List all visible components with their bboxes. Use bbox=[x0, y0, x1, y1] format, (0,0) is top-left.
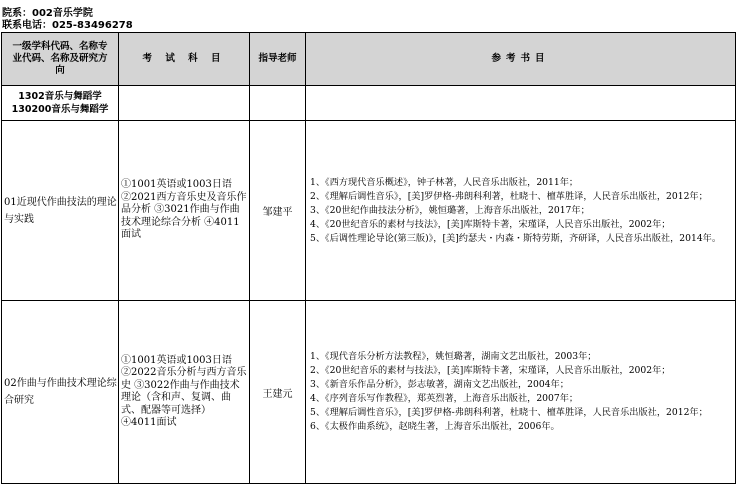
major-cell bbox=[2, 86, 119, 121]
reference-item: 2、《20世纪音乐的素材与技法》，[美]库斯特卡著，宋瑾译，人民音乐出版社，2002年； bbox=[310, 365, 671, 376]
column-header-direction: 一级学科代码、名称专业代码、名称及研究方向 bbox=[2, 33, 119, 86]
reference-item: 4、《20世纪音乐的素材与技法》，[美]库斯特卡著，宋瑾译，人民音乐出版社，2002年； bbox=[310, 218, 671, 230]
empty-cell bbox=[306, 86, 736, 121]
table-row bbox=[2, 121, 736, 301]
catalog-table bbox=[1, 32, 736, 484]
major-row bbox=[2, 86, 736, 121]
reference-item: 3、《新音乐作品分析》，彭志敏著，湖南文艺出版社，2004年； bbox=[310, 379, 569, 390]
specialty-label: 130200音乐与舞蹈学 bbox=[11, 104, 109, 115]
reference-books bbox=[306, 301, 736, 484]
reference-item: 1、《现代音乐分析方法教程》，姚恒璐著，湖南文艺出版社，2003年； bbox=[310, 351, 597, 362]
reference-item: 5、《后调性理论导论(第三版)》，[美]约瑟夫・内森・斯特劳斯，齐研译，人民音乐出版社，2014年。 bbox=[310, 232, 722, 244]
column-header-subjects: 考 试 科 目 bbox=[119, 33, 250, 86]
reference-item: 5、《理解后调性音乐》，[美]罗伊格-弗朗科利著，杜晓十、檀革胜译，人民音乐出版社，2012年； bbox=[310, 407, 708, 418]
reference-item: 2、《理解后调性音乐》，[美]罗伊格-弗朗科利著，杜晓十、檀革胜译，人民音乐出版社，2012年； bbox=[310, 190, 708, 202]
phone-label: 联系电话：025-83496278 bbox=[2, 20, 133, 31]
exam-subjects: ①1001英语或1003日语 ②2021西方音乐史及音乐作品分析 ③3021作曲与作曲技术理论综合分析 ④4011面试 bbox=[119, 121, 250, 301]
empty-cell bbox=[250, 86, 306, 121]
reference-books bbox=[306, 121, 736, 301]
research-direction: 01近现代作曲技法的理论与实践 bbox=[2, 121, 119, 301]
reference-item: 1、《西方现代音乐概述》，钟子林著，人民音乐出版社，2011年； bbox=[310, 176, 579, 188]
empty-cell bbox=[119, 86, 250, 121]
research-direction: 02作曲与作曲技术理论综合研究 bbox=[2, 301, 119, 484]
reference-item: 3、《20世纪作曲技法分析》，姚恒璐著，上海音乐出版社，2017年； bbox=[310, 204, 590, 216]
advisor-name: 邹建平 bbox=[250, 121, 306, 301]
table-row bbox=[2, 301, 736, 484]
advisor-name: 王建元 bbox=[250, 301, 306, 484]
table-header-row bbox=[2, 33, 736, 86]
exam-subjects: ①1001英语或1003日语 ②2022音乐分析与西方音乐史 ③3022作曲与作曲技术理论（含和声、复调、曲式、配器等可选择） ④4011面试 bbox=[119, 301, 250, 484]
department-label: 院系：002音乐学院 bbox=[2, 8, 93, 19]
reference-item: 4、《序列音乐写作教程》，郑英烈著，上海音乐出版社，2007年； bbox=[310, 393, 579, 404]
discipline-label: 1302音乐与舞蹈学 bbox=[18, 91, 102, 102]
column-header-teacher: 指导老师 bbox=[250, 33, 306, 86]
column-header-references: 参考书目 bbox=[306, 33, 736, 86]
reference-item: 6、《太极作曲系统》，赵晓生著，上海音乐出版社，2006年。 bbox=[310, 421, 560, 432]
